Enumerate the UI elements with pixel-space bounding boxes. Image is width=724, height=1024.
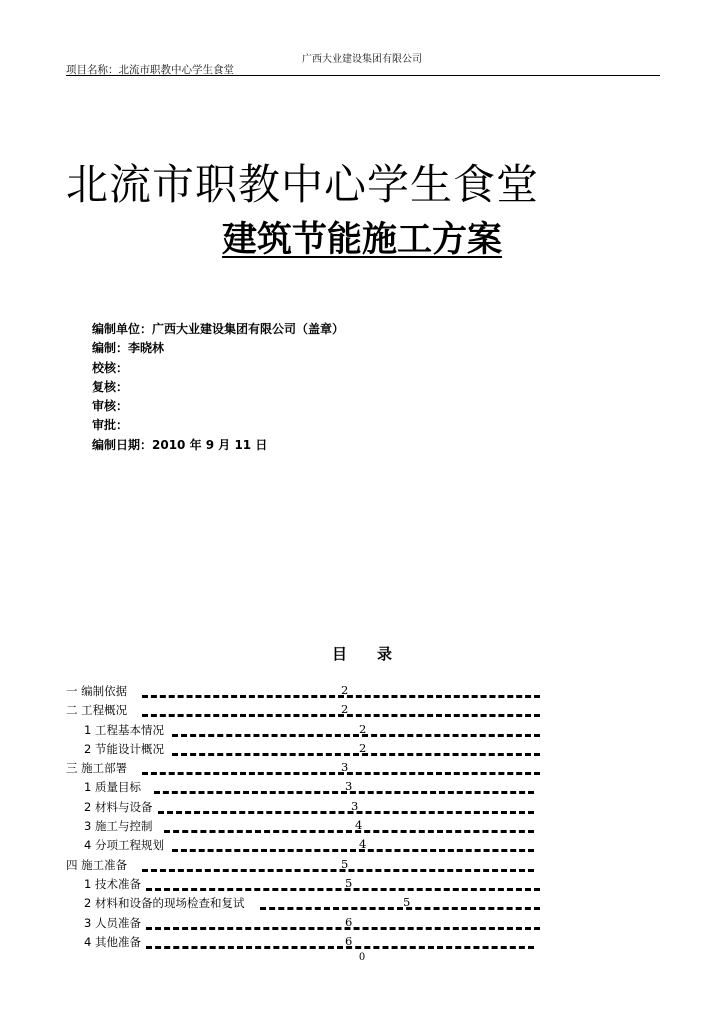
toc-item[interactable] (66, 818, 546, 837)
toc-item[interactable] (66, 837, 546, 856)
table-of-contents (66, 683, 546, 953)
toc-item[interactable] (66, 799, 546, 818)
toc-item-label: 1 技术准备 (84, 876, 141, 891)
document-subtitle-text: 建筑节能施工方案 (221, 220, 502, 260)
header-company: 广西大业建设集团有限公司 (302, 54, 422, 65)
toc-item-page: 5 (341, 856, 349, 871)
toc-item-label: 二 工程概况 (66, 703, 128, 718)
toc-item[interactable] (66, 779, 546, 798)
meta-date: 编制日期：2010 年 9 月 11 日 (92, 437, 268, 452)
toc-leader (146, 888, 540, 891)
toc-leader (172, 849, 534, 852)
toc-leader (154, 791, 534, 794)
header-divider (66, 75, 660, 76)
toc-item[interactable] (66, 722, 546, 741)
toc-item-page: 2 (341, 683, 349, 697)
document-meta (92, 320, 344, 455)
toc-leader (146, 927, 540, 930)
toc-leader (158, 811, 534, 814)
toc-item-label: 1 工程基本情况 (84, 722, 164, 737)
toc-item[interactable] (66, 857, 546, 876)
toc-title-char-1: 目 (331, 645, 347, 663)
toc-item-page: 3 (341, 760, 349, 775)
toc-item-page: 2 (359, 740, 367, 755)
header-project-name: 项目名称：北流市职教中心学生食堂 (66, 64, 234, 76)
toc-item-page: 5 (403, 895, 411, 910)
toc-item[interactable] (66, 876, 546, 895)
toc-item[interactable] (66, 683, 546, 702)
toc-item-page: 3 (351, 798, 359, 813)
toc-item-label: 1 质量目标 (84, 780, 141, 795)
document-subtitle (0, 212, 724, 262)
toc-title (0, 643, 724, 664)
meta-recheck: 复核： (92, 379, 129, 394)
toc-item-label: 2 节能设计概况 (84, 741, 164, 756)
toc-leader (146, 946, 534, 949)
toc-item-label: 3 施工与控制 (84, 819, 153, 834)
toc-item-page: 3 (345, 779, 353, 794)
toc-item-label: 2 材料与设备 (84, 799, 153, 814)
toc-leader (172, 734, 540, 737)
toc-leader (172, 753, 540, 756)
toc-item-page: 2 (341, 702, 349, 717)
toc-item[interactable] (66, 895, 546, 914)
toc-item-page: 5 (345, 875, 353, 890)
meta-author: 编制：李晓林 (92, 341, 165, 356)
toc-item[interactable] (66, 702, 546, 721)
toc-item[interactable] (66, 760, 546, 779)
toc-item-page: 6 (345, 933, 353, 948)
meta-unit: 编制单位：广西大业建设集团有限公司（盖章） (92, 322, 345, 336)
toc-item[interactable] (66, 934, 546, 953)
toc-item-page: 4 (359, 837, 367, 852)
toc-item-label: 3 人员准备 (84, 915, 141, 930)
toc-item-label: 四 施工准备 (66, 857, 128, 872)
toc-item[interactable] (66, 915, 546, 934)
toc-leader (260, 907, 540, 910)
toc-leader (142, 869, 534, 872)
document-title: 北流市职教中心学生食堂 (66, 160, 540, 209)
toc-item-label: 一 编制依据 (66, 684, 128, 698)
page-number: 0 (358, 952, 366, 963)
toc-leader (164, 830, 534, 833)
toc-item-label: 4 其他准备 (84, 934, 141, 949)
toc-item-label: 2 材料和设备的现场检查和复试 (84, 896, 245, 911)
toc-item-page: 4 (355, 818, 363, 833)
meta-approve: 审批： (92, 418, 129, 433)
meta-review: 审核： (92, 399, 129, 414)
toc-item-label: 4 分项工程规划 (84, 838, 164, 853)
toc-item-label: 三 施工部署 (66, 761, 128, 776)
toc-item[interactable] (66, 741, 546, 760)
toc-item-page: 2 (359, 721, 367, 736)
meta-check: 校核： (92, 360, 129, 375)
toc-title-char-2: 录 (377, 645, 393, 663)
toc-item-page: 6 (345, 914, 353, 929)
